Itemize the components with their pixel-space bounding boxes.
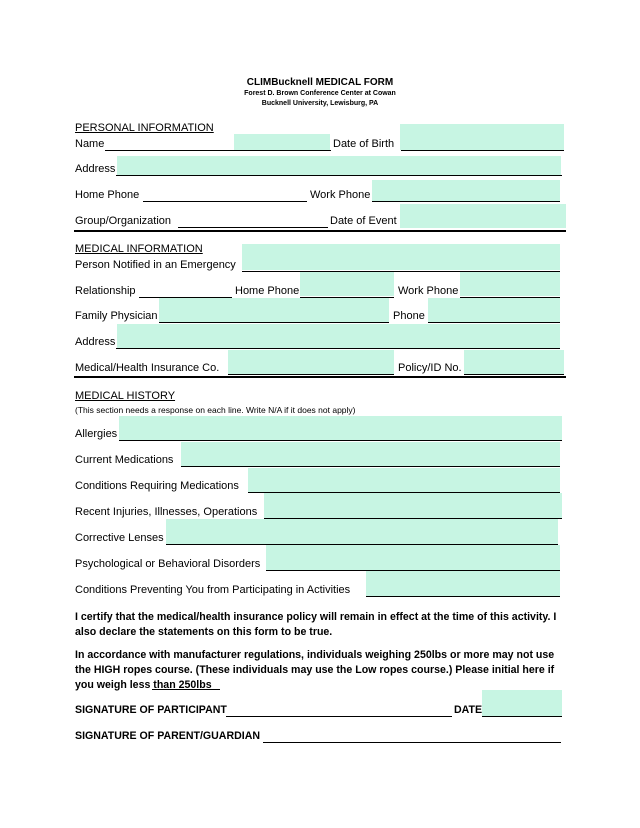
personal-info-heading: PERSONAL INFORMATION — [75, 122, 214, 134]
dob-line — [401, 150, 564, 151]
med-home-phone-label: Home Phone — [235, 285, 300, 297]
policy-field[interactable] — [464, 350, 564, 374]
history-note: (This section needs a response on each line. Write N/A if it does not apply) — [75, 405, 356, 415]
relationship-label: Relationship — [75, 285, 136, 297]
physician-label: Family Physician — [75, 310, 158, 322]
participant-signature-line[interactable] — [226, 716, 452, 717]
allergies-field[interactable] — [119, 416, 562, 440]
physician-line — [159, 322, 389, 323]
work-phone-label: Work Phone — [310, 189, 371, 201]
form-title: CLIMBucknell MEDICAL FORM — [246, 77, 394, 88]
group-line — [178, 227, 328, 228]
medications-field[interactable] — [181, 442, 560, 466]
home-phone-label: Home Phone — [75, 189, 140, 201]
medications-line — [181, 466, 560, 467]
address-line — [116, 175, 562, 176]
parent-signature-line[interactable] — [263, 742, 561, 743]
group-label: Group/Organization — [75, 215, 171, 227]
regulations-statement: In accordance with manufacturer regulations, individuals weighing 250lbs or more may not use the HIGH ropes course. (These individuals may use the Low ropes course.) Please initial here if you weigh less than 250lbs — [75, 649, 555, 691]
med-address-line — [116, 348, 560, 349]
address-label: Address — [75, 163, 116, 175]
form-subtitle-university: Bucknell University, Lewisburg, PA — [261, 100, 379, 107]
preventing-label: Conditions Preventing You from Participating in Activities — [75, 584, 351, 596]
lenses-field[interactable] — [166, 519, 558, 544]
policy-label: Policy/ID No. — [398, 362, 462, 374]
insurance-label: Medical/Health Insurance Co. — [75, 362, 220, 374]
name-label: Name — [75, 138, 105, 150]
physician-phone-label: Phone — [393, 310, 425, 322]
psych-field[interactable] — [266, 545, 560, 570]
date-event-label: Date of Event — [330, 215, 397, 227]
allergies-line — [119, 440, 562, 441]
date-event-field[interactable] — [400, 204, 566, 228]
med-work-phone-label: Work Phone — [398, 285, 459, 297]
name-field[interactable] — [234, 134, 330, 150]
dob-label: Date of Birth — [333, 138, 395, 150]
policy-line — [464, 374, 564, 375]
med-address-label: Address — [75, 336, 116, 348]
initial-line — [152, 689, 220, 690]
physician-phone-line — [428, 322, 560, 323]
conditions-meds-field[interactable] — [248, 468, 560, 492]
home-phone-line — [143, 201, 307, 202]
injuries-label: Recent Injuries, Illnesses, Operations — [75, 506, 258, 518]
section-divider-2 — [74, 376, 566, 378]
work-phone-line — [372, 201, 560, 202]
insurance-field[interactable] — [228, 350, 394, 374]
psych-label: Psychological or Behavioral Disorders — [75, 558, 261, 570]
medical-info-heading: MEDICAL INFORMATION — [75, 243, 203, 255]
dob-field-top[interactable] — [400, 124, 564, 150]
med-address-field[interactable] — [117, 324, 560, 348]
signature-date-label: DATE — [454, 704, 483, 716]
emergency-label: Person Notified in an Emergency — [75, 259, 236, 271]
preventing-line — [366, 596, 560, 597]
name-line — [105, 150, 331, 151]
insurance-line — [228, 374, 394, 375]
preventing-field[interactable] — [366, 571, 560, 596]
med-work-phone-field[interactable] — [460, 272, 560, 296]
allergies-label: Allergies — [75, 428, 118, 440]
lenses-label: Corrective Lenses — [75, 532, 164, 544]
address-field[interactable] — [117, 156, 561, 176]
medications-label: Current Medications — [75, 454, 174, 466]
emergency-contact-field[interactable] — [242, 244, 560, 270]
physician-phone-field[interactable] — [428, 298, 560, 322]
medical-history-heading: MEDICAL HISTORY — [75, 390, 176, 402]
med-home-phone-field[interactable] — [300, 272, 394, 296]
parent-signature-label: SIGNATURE OF PARENT/GUARDIAN — [75, 730, 260, 742]
physician-field[interactable] — [159, 298, 389, 322]
certify-statement: I certify that the medical/health insurance policy will remain in effect at the time of this activity. I also declare the statements on this form to be true. — [75, 611, 557, 638]
signature-date-line — [482, 716, 562, 717]
injuries-field[interactable] — [264, 493, 562, 518]
conditions-meds-label: Conditions Requiring Medications — [75, 480, 239, 492]
form-subtitle-location: Forest D. Brown Conference Center at Cowan — [244, 90, 396, 97]
participant-signature-label: SIGNATURE OF PARTICIPANT — [75, 704, 227, 716]
work-phone-field[interactable] — [372, 180, 560, 202]
signature-date-field[interactable] — [482, 690, 562, 716]
section-divider-1 — [74, 230, 566, 232]
